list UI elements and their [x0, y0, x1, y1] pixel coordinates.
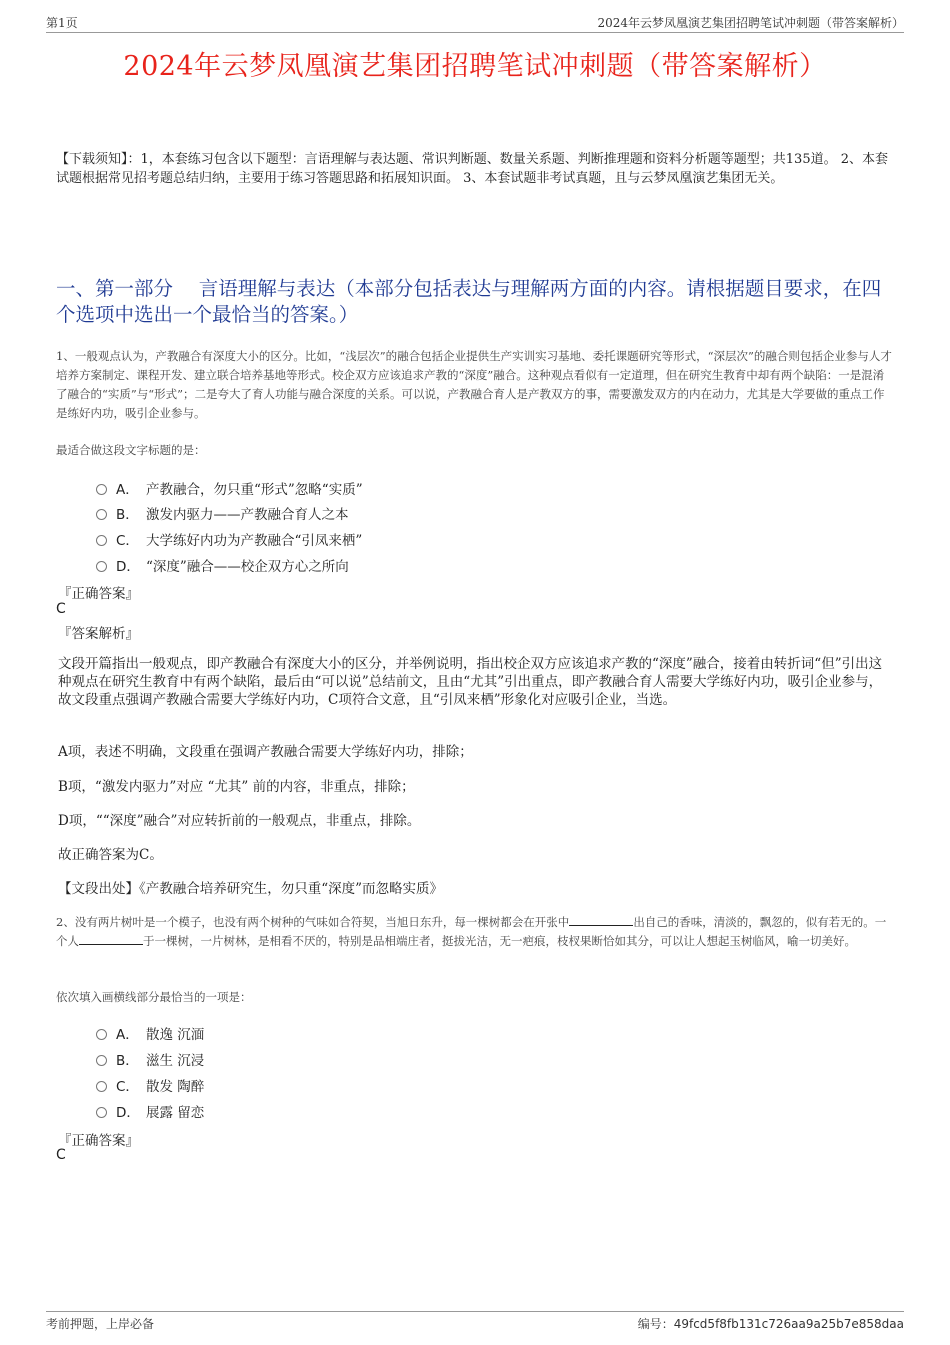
q1-option-c[interactable]: C． 大学练好内功为产教融合“引凤来栖”	[96, 529, 362, 549]
footer-slogan: 考前押题，上岸必备	[46, 1317, 155, 1331]
section-heading: 一、第一部分 言语理解与表达（本部分包括表达与理解两方面的内容。请根据题目要求，在四个选项中选出一个最恰当的答案。）	[56, 277, 882, 326]
q2-option-b[interactable]: B． 滋生 沉浸	[96, 1049, 204, 1069]
page-number: 第1页	[46, 16, 78, 30]
q1-note-b: B项，“激发内驱力”对应 “尤其” 前的内容，非重点，排除；	[58, 779, 415, 795]
q1-conclusion: 故正确答案为C。	[58, 847, 163, 863]
q1-analysis-label: 『答案解析』	[58, 626, 139, 642]
fill-blank-2	[79, 932, 143, 945]
q2-option-a[interactable]: A． 散逸 沉湎	[96, 1023, 204, 1043]
radio-icon[interactable]	[96, 1107, 107, 1118]
q1-option-a[interactable]: A． 产教融合，勿只重“形式”忽略“实质”	[96, 478, 363, 498]
q1-note-d: D项，““深度”融合”对应转折前的一般观点，非重点，排除。	[58, 813, 421, 829]
radio-icon[interactable]	[96, 1029, 107, 1040]
q1-option-b[interactable]: B． 激发内驱力——产教融合育人之本	[96, 503, 349, 523]
radio-icon[interactable]	[96, 1081, 107, 1092]
q1-note-a: A项，表述不明确，文段重在强调产教融合需要大学练好内功，排除；	[58, 744, 473, 760]
header-doc-title: 2024年云梦凤凰演艺集团招聘笔试冲刺题（带答案解析）	[597, 16, 904, 30]
radio-icon[interactable]	[96, 561, 107, 572]
q1-source: 【文段出处】《产教融合培养研究生，勿只重“深度”而忽略实质》	[58, 881, 444, 897]
q1-answer: C	[56, 601, 66, 617]
q2-stem: 2、没有两片树叶是一个模子，也没有两个树种的气味如合符契，当旭日东升，每一棵树都会在开张中 出自己的香味，清淡的，飘忽的，似有若无的。一个人 于一棵树，一片树林，是相看不厌的，特别是品相端庄者，挺拔光洁，无一疤痕，枝杈果断恰如其分，可以让人想起玉树临风，喻一切美好。	[56, 915, 887, 948]
document-title: 2024年云梦凤凰演艺集团招聘笔试冲刺题（带答案解析）	[123, 51, 827, 82]
radio-icon[interactable]	[96, 535, 107, 546]
download-notice: 【下载须知】：1，本套练习包含以下题型：言语理解与表达题、常识判断题、数量关系题、判断推理题和资料分析题等题型；共135道。 2、本套试题根据常见招考题总结归纳，主要用于练习答题思路和拓展知识面。 3、本套试题非考试真题，且与云梦凤凰演艺集团无关。	[56, 152, 888, 186]
q2-answer: C	[56, 1147, 66, 1163]
q2-prompt: 依次填入画横线部分最恰当的一项是：	[56, 990, 252, 1004]
footer-code: 编号：49fcd5f8fb131c726aa9a25b7e858daa	[637, 1317, 904, 1331]
page-header	[46, 14, 904, 33]
q1-prompt: 最适合做这段文字标题的是：	[56, 443, 206, 457]
radio-icon[interactable]	[96, 509, 107, 520]
q2-answer-label: 『正确答案』	[58, 1133, 139, 1149]
q1-stem: 1、一般观点认为，产教融合有深度大小的区分。比如，“浅层次”的融合包括企业提供生产实训实习基地、委托课题研究等形式，“深层次”的融合则包括企业参与人才培养方案制定、课程开发、建立联合培养基地等形式。校企双方应该追求产教的“深度”融合。这种观点看似有一定道理，但在研究生教育中却有两个缺陷：一是混淆了融合的“实质”与“形式”；二是夸大了育人功能与融合深度的关系。可以说，产教融合育人是产教双方的事，需要激发双方的内在动力，尤其是大学要做的重点工作是练好内功，吸引企业参与。	[56, 349, 892, 420]
q2-option-d[interactable]: D． 展露 留恋	[96, 1101, 204, 1121]
radio-icon[interactable]	[96, 484, 107, 495]
q1-analysis: 文段开篇指出一般观点，即产教融合有深度大小的区分，并举例说明，指出校企双方应该追求产教的“深度”融合，接着由转折词“但”引出这种观点在研究生教育中有两个缺陷，最后由“可以说”总结前文，且由“尤其”引出重点，即产教融合育人需要大学练好内功，吸引企业参与，故文段重点强调产教融合需要大学练好内功，C项符合文意，且“引凤来栖”形象化对应吸引企业，当选。	[58, 656, 883, 708]
q1-answer-label: 『正确答案』	[58, 586, 139, 602]
page-footer	[46, 1311, 904, 1332]
q2-option-c[interactable]: C． 散发 陶醉	[96, 1075, 204, 1095]
radio-icon[interactable]	[96, 1055, 107, 1066]
q1-option-d[interactable]: D． “深度”融合——校企双方心之所向	[96, 555, 349, 575]
fill-blank-1	[569, 913, 633, 926]
